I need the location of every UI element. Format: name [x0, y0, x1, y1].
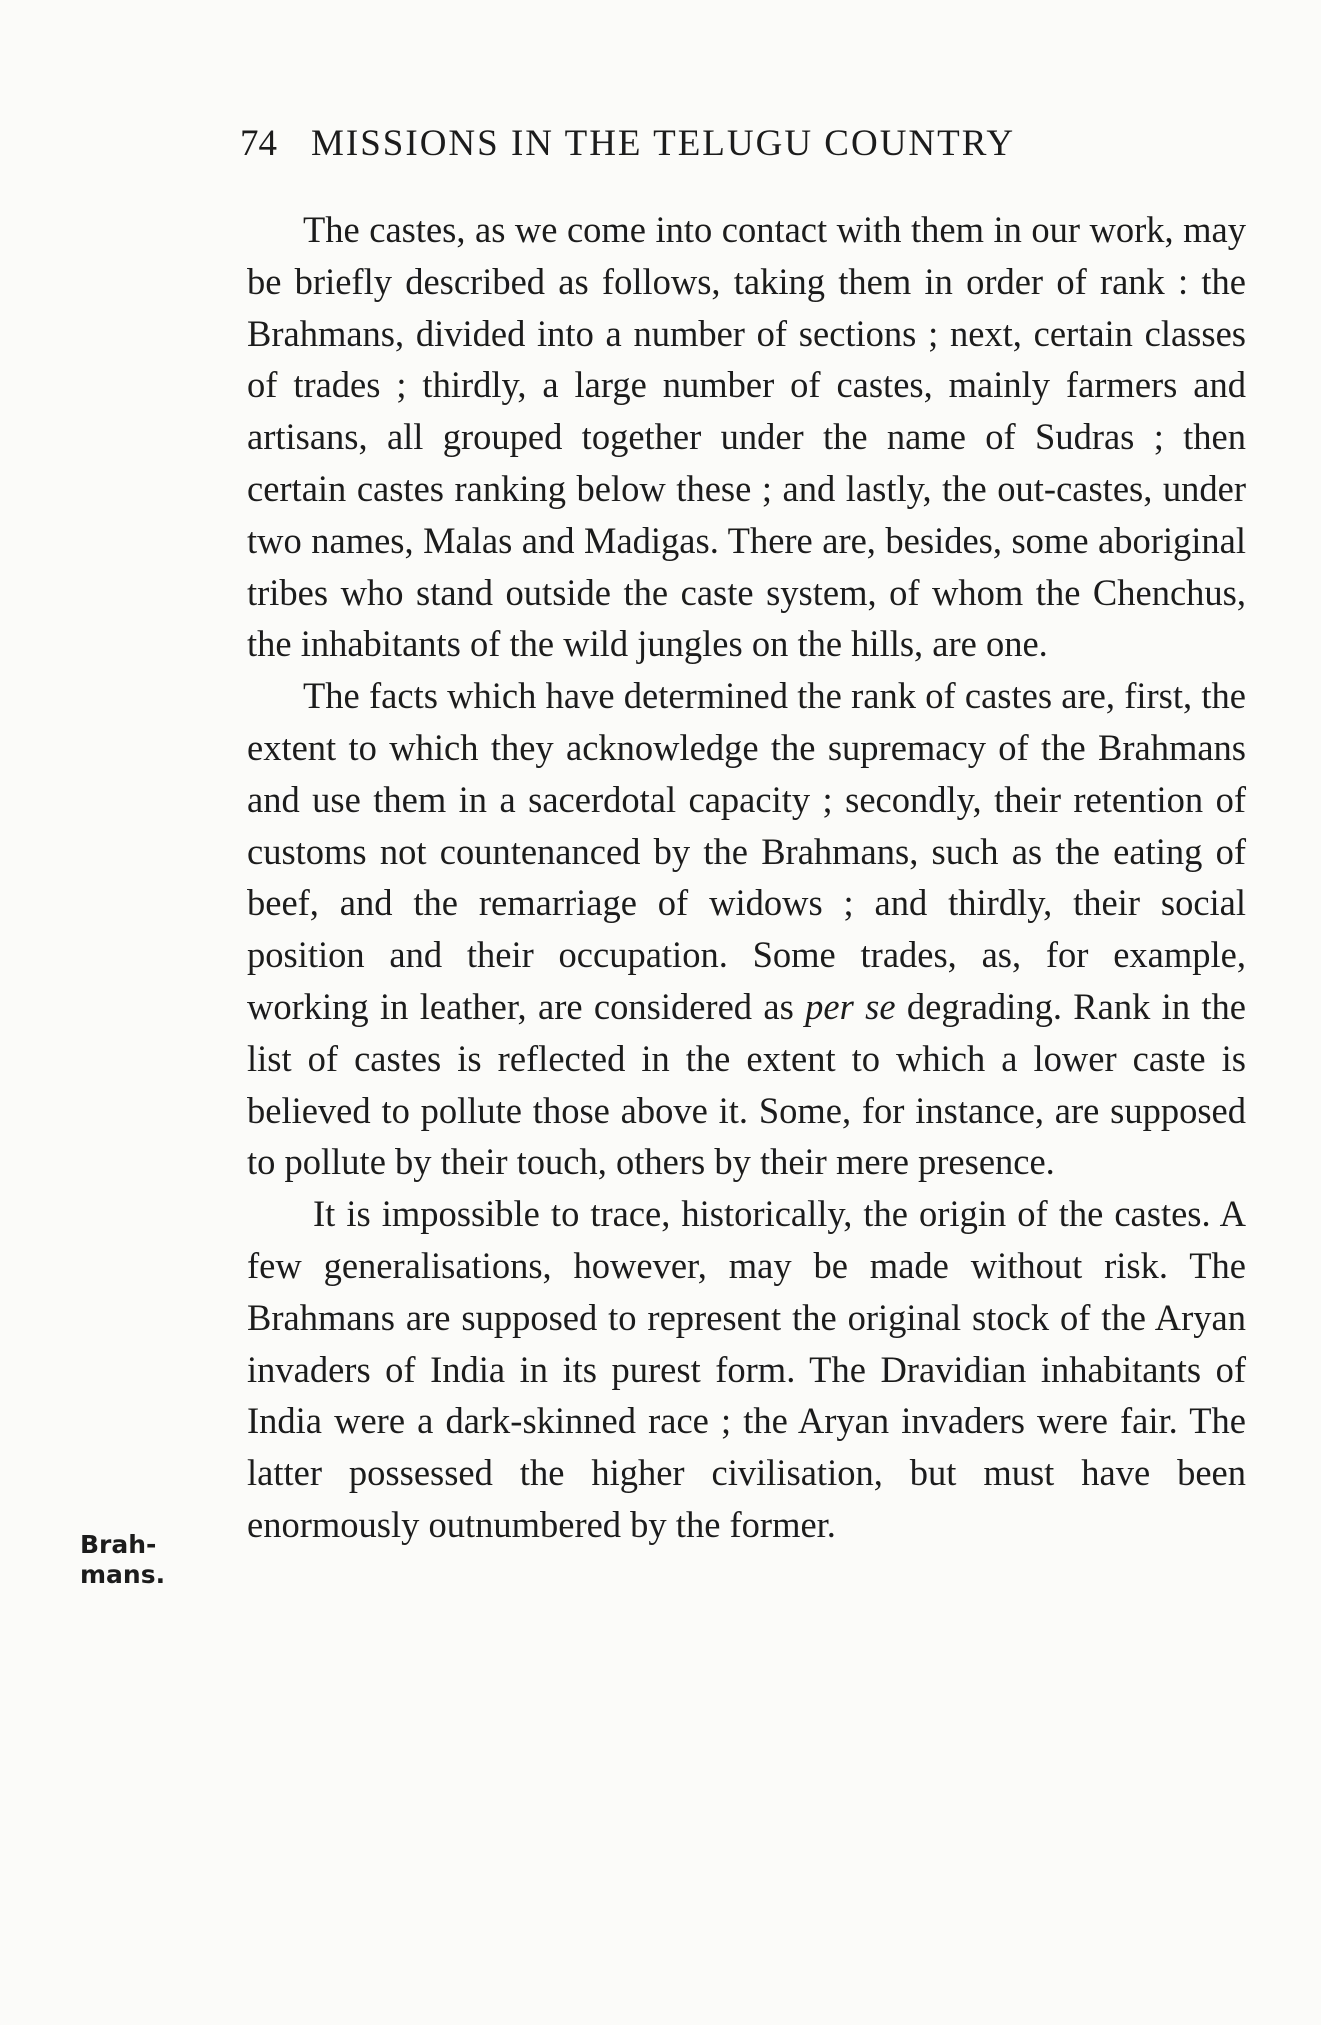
page-number: 74	[240, 123, 277, 164]
running-header	[240, 122, 1140, 165]
paragraph-caste-origins: It is impossible to trace, historically, the origin of the castes. A few generalisations, however, may be made without risk. The Brahmans are supposed to represent the original stock of the Aryan invaders of India in its purest form. The Dravidian inhabitants of India were a dark-skinned race ; the Aryan invaders were fair. The latter possessed the higher civilisation, but must have been enormously outnumbered by the former.	[247, 1193, 1246, 1545]
margin-note-line: Brah-	[80, 1530, 157, 1559]
italic-phrase: per se	[805, 985, 896, 1027]
paragraph-castes-overview: The castes, as we come into contact with them in our work, may be briefly described as follows, taking them in order of rank : the Brahmans, divided into a number of sections ; next, certain classes of trades ; thirdly, a large number of castes, mainly farmers and artisans, all grouped together under the name of Sudras ; then certain castes ranking below these ; and lastly, the out-castes, under two names, Malas and Madigas. There are, besides, some aboriginal tribes who stand outside the caste system, of whom the Chenchus, the inhabitants of the wild jungles on the hills, are one.	[247, 209, 1246, 665]
body-text	[247, 204, 1246, 1551]
running-title: MISSIONS IN THE TELUGU COUNTRY	[311, 123, 1016, 164]
paragraph-rank-factors: The facts which have determined the rank of castes are, first, the extent to which they acknowledge the supremacy of the Brahmans and use them in a sacerdotal capacity ; secondly, their retention of customs not countenanced by the Brahmans, such as the eating of beef, and the remarriage of widows ; and thirdly, their social position and their occupation. Some trades, as, for example, working in leather, are considered as per se degrading. Rank in the list of castes is reflected in the extent to which a lower caste is believed to pollute those above it. Some, for instance, are supposed to pollute by their touch, others by their mere presence.	[247, 675, 1247, 1183]
margin-note-brahmans	[80, 1530, 200, 1590]
margin-note-line: mans.	[80, 1560, 166, 1589]
